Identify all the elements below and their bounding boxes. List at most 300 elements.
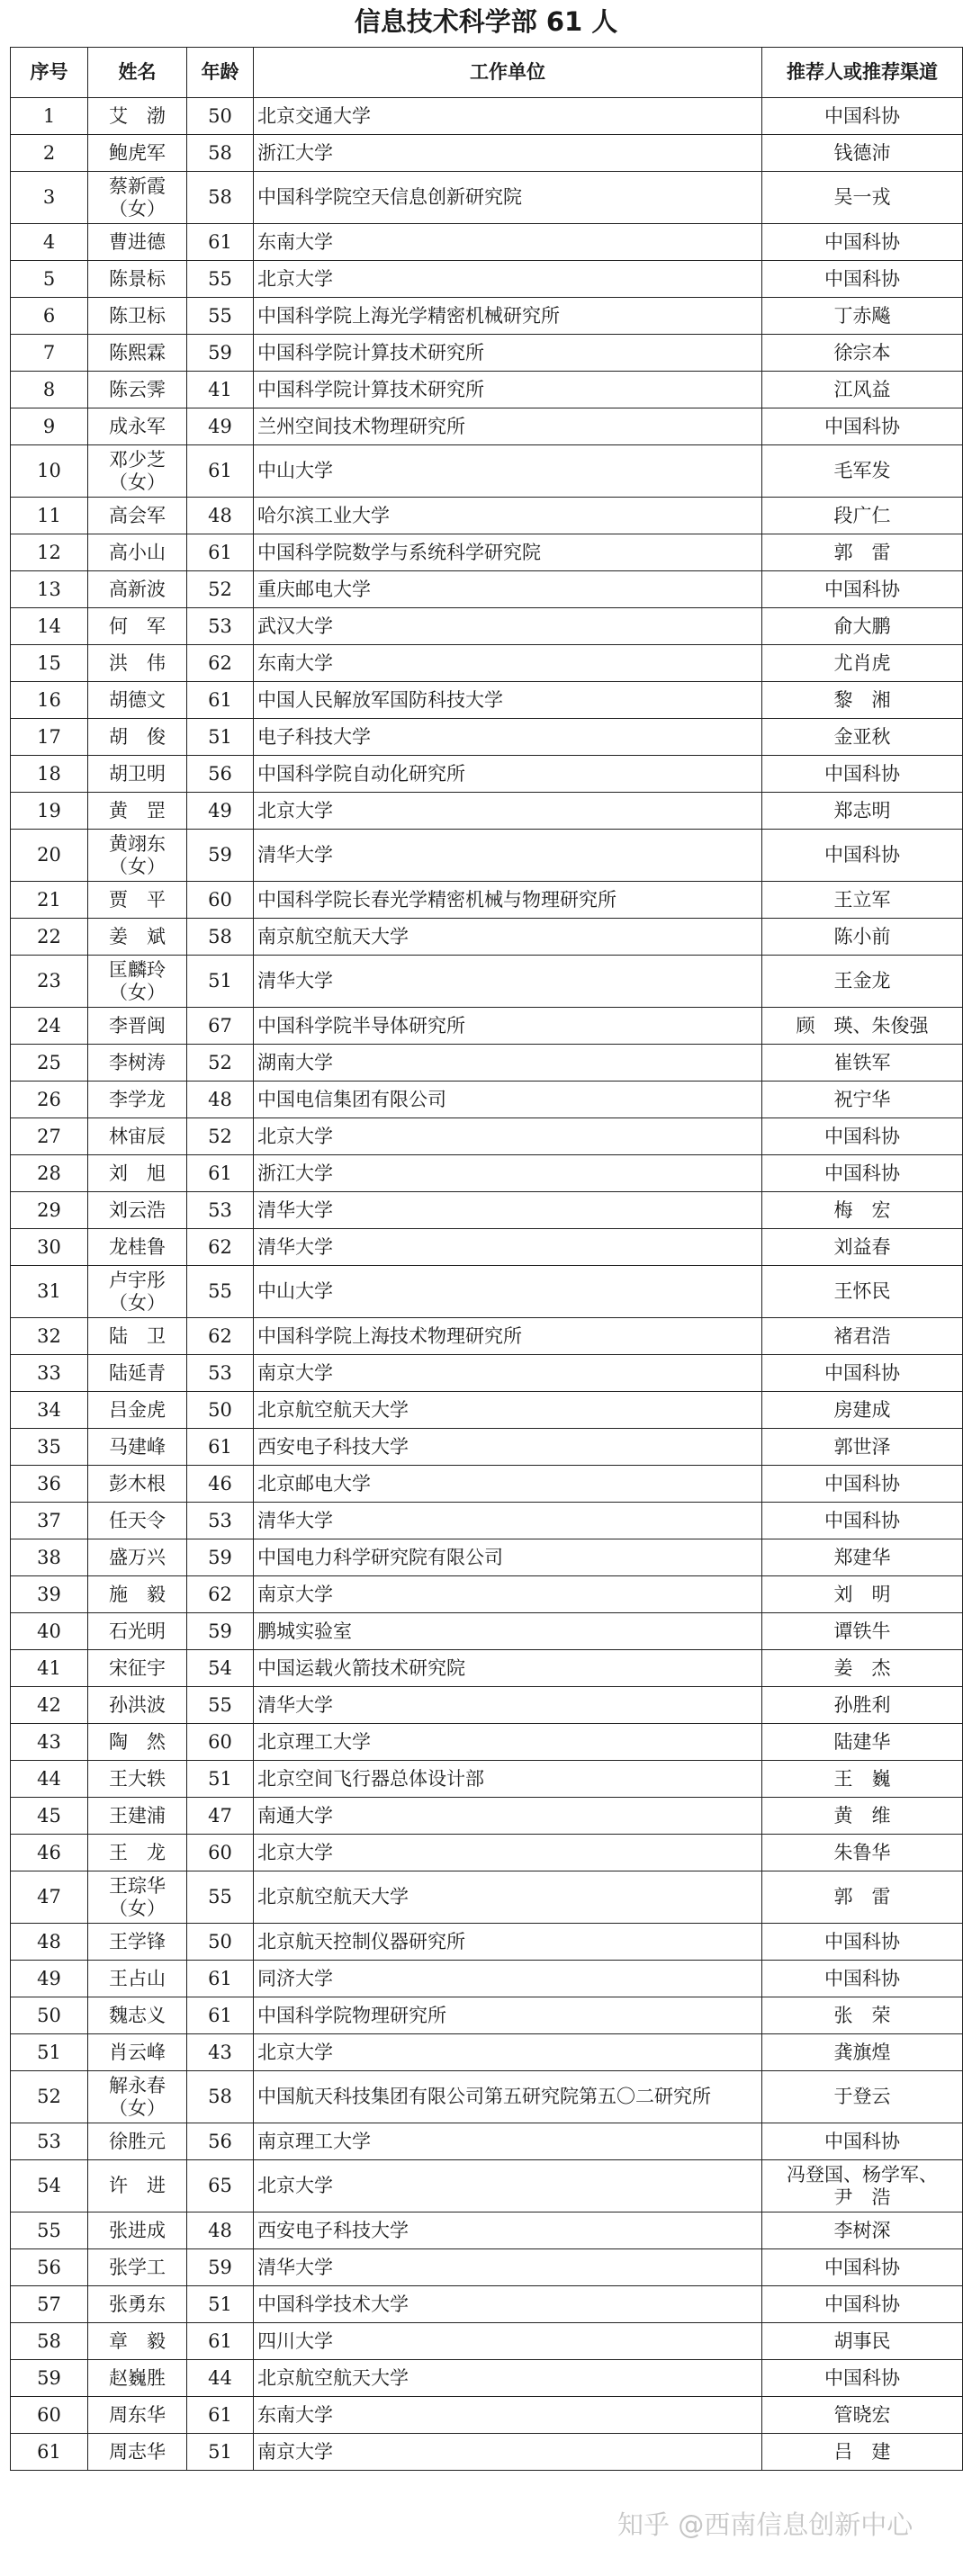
cell-serial: 37 bbox=[11, 1503, 88, 1539]
cell-workplace: 南通大学 bbox=[254, 1798, 762, 1835]
cell-name: 李树涛 bbox=[88, 1045, 187, 1082]
table-row bbox=[11, 719, 963, 756]
cell-workplace: 北京航空航天大学 bbox=[254, 1871, 762, 1924]
cell-name: 吕金虎 bbox=[88, 1392, 187, 1429]
cell-workplace: 北京航空航天大学 bbox=[254, 2360, 762, 2397]
cell-recommender: 中国科协 bbox=[762, 1961, 963, 1997]
table-row bbox=[11, 2160, 963, 2212]
cell-serial: 17 bbox=[11, 719, 88, 756]
cell-serial: 33 bbox=[11, 1355, 88, 1392]
page-title: 信息技术科学部 61 人 bbox=[354, 6, 618, 37]
cell-name: 姜 斌 bbox=[88, 919, 187, 956]
table-row bbox=[11, 2323, 963, 2360]
cell-serial: 38 bbox=[11, 1539, 88, 1576]
cell-recommender: 钱德沛 bbox=[762, 135, 963, 172]
cell-recommender: 孙胜利 bbox=[762, 1687, 963, 1724]
table-row bbox=[11, 682, 963, 719]
cell-age: 59 bbox=[187, 1539, 254, 1576]
cell-recommender: 梅 宏 bbox=[762, 1192, 963, 1229]
cell-name: 赵巍胜 bbox=[88, 2360, 187, 2397]
cell-workplace: 中国运载火箭技术研究院 bbox=[254, 1650, 762, 1687]
cell-workplace: 中山大学 bbox=[254, 1266, 762, 1318]
cell-workplace: 北京航天控制仪器研究所 bbox=[254, 1924, 762, 1961]
table-row bbox=[11, 2397, 963, 2434]
cell-serial: 21 bbox=[11, 882, 88, 919]
cell-recommender: 张 荣 bbox=[762, 1997, 963, 2034]
cell-age: 52 bbox=[187, 1045, 254, 1082]
table-row bbox=[11, 1687, 963, 1724]
table-row bbox=[11, 135, 963, 172]
cell-serial: 32 bbox=[11, 1318, 88, 1355]
cell-age: 48 bbox=[187, 498, 254, 534]
cell-workplace: 清华大学 bbox=[254, 956, 762, 1008]
cell-serial: 13 bbox=[11, 571, 88, 608]
cell-workplace: 清华大学 bbox=[254, 1687, 762, 1724]
table-row bbox=[11, 2123, 963, 2160]
table-row bbox=[11, 445, 963, 498]
cell-age: 41 bbox=[187, 372, 254, 408]
cell-recommender: 中国科协 bbox=[762, 756, 963, 793]
cell-name: 李晋闽 bbox=[88, 1008, 187, 1045]
cell-serial: 12 bbox=[11, 534, 88, 571]
cell-workplace: 东南大学 bbox=[254, 645, 762, 682]
cell-name: 成永军 bbox=[88, 408, 187, 445]
cell-recommender: 中国科协 bbox=[762, 98, 963, 135]
cell-serial: 45 bbox=[11, 1798, 88, 1835]
cell-age: 55 bbox=[187, 1266, 254, 1318]
cell-recommender: 尤肖虎 bbox=[762, 645, 963, 682]
header-workplace: 工作单位 bbox=[254, 48, 762, 98]
cell-recommender: 黎 湘 bbox=[762, 682, 963, 719]
table-row bbox=[11, 2249, 963, 2286]
cell-recommender: 于登云 bbox=[762, 2071, 963, 2123]
cell-serial: 26 bbox=[11, 1082, 88, 1118]
table-row bbox=[11, 1761, 963, 1798]
cell-workplace: 北京空间飞行器总体设计部 bbox=[254, 1761, 762, 1798]
table-row bbox=[11, 1429, 963, 1466]
table-row bbox=[11, 956, 963, 1008]
cell-serial: 23 bbox=[11, 956, 88, 1008]
cell-serial: 40 bbox=[11, 1613, 88, 1650]
cell-age: 52 bbox=[187, 1118, 254, 1155]
table-row bbox=[11, 2034, 963, 2071]
cell-recommender: 王怀民 bbox=[762, 1266, 963, 1318]
table-row bbox=[11, 571, 963, 608]
cell-workplace: 清华大学 bbox=[254, 2249, 762, 2286]
cell-serial: 2 bbox=[11, 135, 88, 172]
cell-name: 马建峰 bbox=[88, 1429, 187, 1466]
cell-serial: 47 bbox=[11, 1871, 88, 1924]
cell-workplace: 湖南大学 bbox=[254, 1045, 762, 1082]
cell-workplace: 北京大学 bbox=[254, 261, 762, 298]
cell-serial: 56 bbox=[11, 2249, 88, 2286]
cell-recommender: 胡事民 bbox=[762, 2323, 963, 2360]
cell-recommender: 褚君浩 bbox=[762, 1318, 963, 1355]
cell-serial: 54 bbox=[11, 2160, 88, 2212]
cell-serial: 5 bbox=[11, 261, 88, 298]
cell-recommender: 龚旗煌 bbox=[762, 2034, 963, 2071]
cell-age: 59 bbox=[187, 1613, 254, 1650]
cell-recommender: 冯登国、杨学军、 尹 浩 bbox=[762, 2160, 963, 2212]
cell-name: 高小山 bbox=[88, 534, 187, 571]
cell-serial: 25 bbox=[11, 1045, 88, 1082]
cell-age: 51 bbox=[187, 2286, 254, 2323]
cell-name: 李学龙 bbox=[88, 1082, 187, 1118]
cell-age: 48 bbox=[187, 1082, 254, 1118]
cell-serial: 48 bbox=[11, 1924, 88, 1961]
cell-name: 彭木根 bbox=[88, 1466, 187, 1503]
cell-age: 49 bbox=[187, 793, 254, 830]
table-row bbox=[11, 1045, 963, 1082]
cell-recommender: 郭 雷 bbox=[762, 534, 963, 571]
cell-workplace: 南京大学 bbox=[254, 1576, 762, 1613]
cell-recommender: 黄 维 bbox=[762, 1798, 963, 1835]
cell-name: 施 毅 bbox=[88, 1576, 187, 1613]
cell-name: 盛万兴 bbox=[88, 1539, 187, 1576]
table-row bbox=[11, 224, 963, 261]
header-age: 年龄 bbox=[187, 48, 254, 98]
cell-name: 高新波 bbox=[88, 571, 187, 608]
cell-recommender: 顾 瑛、朱俊强 bbox=[762, 1008, 963, 1045]
cell-serial: 44 bbox=[11, 1761, 88, 1798]
cell-age: 55 bbox=[187, 261, 254, 298]
cell-workplace: 中国科学院计算技术研究所 bbox=[254, 335, 762, 372]
cell-workplace: 北京航空航天大学 bbox=[254, 1392, 762, 1429]
cell-workplace: 兰州空间技术物理研究所 bbox=[254, 408, 762, 445]
cell-workplace: 中国科学院空天信息创新研究院 bbox=[254, 172, 762, 224]
cell-recommender: 王立军 bbox=[762, 882, 963, 919]
cell-age: 58 bbox=[187, 172, 254, 224]
table-row bbox=[11, 793, 963, 830]
cell-serial: 60 bbox=[11, 2397, 88, 2434]
cell-serial: 7 bbox=[11, 335, 88, 372]
cell-recommender: 中国科协 bbox=[762, 261, 963, 298]
cell-serial: 1 bbox=[11, 98, 88, 135]
cell-recommender: 丁赤飚 bbox=[762, 298, 963, 335]
header-serial: 序号 bbox=[11, 48, 88, 98]
cell-workplace: 中国人民解放军国防科技大学 bbox=[254, 682, 762, 719]
cell-recommender: 姜 杰 bbox=[762, 1650, 963, 1687]
cell-workplace: 哈尔滨工业大学 bbox=[254, 498, 762, 534]
cell-workplace: 中国科学技术大学 bbox=[254, 2286, 762, 2323]
cell-serial: 9 bbox=[11, 408, 88, 445]
table-row bbox=[11, 1229, 963, 1266]
cell-recommender: 陆建华 bbox=[762, 1724, 963, 1761]
cell-recommender: 中国科协 bbox=[762, 2249, 963, 2286]
cell-name: 章 毅 bbox=[88, 2323, 187, 2360]
cell-serial: 10 bbox=[11, 445, 88, 498]
cell-recommender: 崔铁军 bbox=[762, 1045, 963, 1082]
cell-name: 林宙辰 bbox=[88, 1118, 187, 1155]
table-row bbox=[11, 1155, 963, 1192]
cell-workplace: 北京大学 bbox=[254, 2160, 762, 2212]
cell-workplace: 南京理工大学 bbox=[254, 2123, 762, 2160]
table-row bbox=[11, 1724, 963, 1761]
cell-serial: 36 bbox=[11, 1466, 88, 1503]
cell-name: 肖云峰 bbox=[88, 2034, 187, 2071]
header-name: 姓名 bbox=[88, 48, 187, 98]
cell-name: 贾 平 bbox=[88, 882, 187, 919]
cell-recommender: 中国科协 bbox=[762, 1118, 963, 1155]
cell-recommender: 中国科协 bbox=[762, 1466, 963, 1503]
cell-age: 55 bbox=[187, 1687, 254, 1724]
cell-workplace: 中国科学院计算技术研究所 bbox=[254, 372, 762, 408]
table-row bbox=[11, 1503, 963, 1539]
table-row bbox=[11, 498, 963, 534]
cell-age: 62 bbox=[187, 1576, 254, 1613]
cell-age: 52 bbox=[187, 571, 254, 608]
cell-name: 王建浦 bbox=[88, 1798, 187, 1835]
cell-workplace: 南京大学 bbox=[254, 1355, 762, 1392]
table-row bbox=[11, 1008, 963, 1045]
cell-serial: 39 bbox=[11, 1576, 88, 1613]
cell-age: 55 bbox=[187, 298, 254, 335]
cell-name: 邓少芝 （女） bbox=[88, 445, 187, 498]
table-row bbox=[11, 1924, 963, 1961]
cell-age: 60 bbox=[187, 882, 254, 919]
cell-name: 黄 罡 bbox=[88, 793, 187, 830]
cell-age: 51 bbox=[187, 719, 254, 756]
cell-age: 61 bbox=[187, 534, 254, 571]
cell-serial: 18 bbox=[11, 756, 88, 793]
cell-workplace: 电子科技大学 bbox=[254, 719, 762, 756]
cell-workplace: 武汉大学 bbox=[254, 608, 762, 645]
table-row bbox=[11, 1318, 963, 1355]
cell-name: 魏志义 bbox=[88, 1997, 187, 2034]
cell-recommender: 中国科协 bbox=[762, 830, 963, 882]
cell-recommender: 朱鲁华 bbox=[762, 1835, 963, 1871]
cell-workplace: 中国电信集团有限公司 bbox=[254, 1082, 762, 1118]
cell-age: 51 bbox=[187, 1761, 254, 1798]
cell-serial: 41 bbox=[11, 1650, 88, 1687]
cell-age: 51 bbox=[187, 956, 254, 1008]
cell-age: 61 bbox=[187, 2397, 254, 2434]
cell-age: 65 bbox=[187, 2160, 254, 2212]
cell-workplace: 北京理工大学 bbox=[254, 1724, 762, 1761]
cell-workplace: 清华大学 bbox=[254, 1503, 762, 1539]
cell-age: 55 bbox=[187, 1871, 254, 1924]
cell-workplace: 西安电子科技大学 bbox=[254, 2212, 762, 2249]
cell-workplace: 北京大学 bbox=[254, 1118, 762, 1155]
cell-name: 王 龙 bbox=[88, 1835, 187, 1871]
cell-name: 陈熙霖 bbox=[88, 335, 187, 372]
cell-workplace: 重庆邮电大学 bbox=[254, 571, 762, 608]
cell-workplace: 南京大学 bbox=[254, 2434, 762, 2471]
cell-name: 王学锋 bbox=[88, 1924, 187, 1961]
cell-name: 陈景标 bbox=[88, 261, 187, 298]
cell-serial: 11 bbox=[11, 498, 88, 534]
table-row bbox=[11, 2212, 963, 2249]
cell-age: 44 bbox=[187, 2360, 254, 2397]
table-row bbox=[11, 534, 963, 571]
table-row bbox=[11, 645, 963, 682]
cell-age: 58 bbox=[187, 2071, 254, 2123]
cell-recommender: 俞大鹏 bbox=[762, 608, 963, 645]
cell-age: 61 bbox=[187, 445, 254, 498]
cell-name: 王大轶 bbox=[88, 1761, 187, 1798]
cell-name: 卢宇彤 （女） bbox=[88, 1266, 187, 1318]
cell-workplace: 中国科学院半导体研究所 bbox=[254, 1008, 762, 1045]
cell-recommender: 中国科协 bbox=[762, 224, 963, 261]
cell-recommender: 郭世泽 bbox=[762, 1429, 963, 1466]
cell-serial: 51 bbox=[11, 2034, 88, 2071]
cell-serial: 28 bbox=[11, 1155, 88, 1192]
cell-age: 53 bbox=[187, 1355, 254, 1392]
cell-recommender: 刘益春 bbox=[762, 1229, 963, 1266]
cell-recommender: 中国科协 bbox=[762, 571, 963, 608]
cell-serial: 42 bbox=[11, 1687, 88, 1724]
cell-serial: 30 bbox=[11, 1229, 88, 1266]
cell-recommender: 中国科协 bbox=[762, 1355, 963, 1392]
table-row bbox=[11, 2286, 963, 2323]
cell-name: 高会军 bbox=[88, 498, 187, 534]
cell-age: 61 bbox=[187, 1429, 254, 1466]
cell-workplace: 南京航空航天大学 bbox=[254, 919, 762, 956]
cell-name: 胡 俊 bbox=[88, 719, 187, 756]
cell-serial: 3 bbox=[11, 172, 88, 224]
cell-serial: 50 bbox=[11, 1997, 88, 2034]
cell-age: 50 bbox=[187, 1924, 254, 1961]
cell-workplace: 北京大学 bbox=[254, 1835, 762, 1871]
cell-recommender: 管晓宏 bbox=[762, 2397, 963, 2434]
cell-serial: 43 bbox=[11, 1724, 88, 1761]
cell-age: 51 bbox=[187, 2434, 254, 2471]
cell-serial: 55 bbox=[11, 2212, 88, 2249]
cell-recommender: 陈小前 bbox=[762, 919, 963, 956]
table-row bbox=[11, 756, 963, 793]
table-row bbox=[11, 172, 963, 224]
cell-age: 46 bbox=[187, 1466, 254, 1503]
cell-name: 徐胜元 bbox=[88, 2123, 187, 2160]
cell-workplace: 清华大学 bbox=[254, 1229, 762, 1266]
cell-serial: 46 bbox=[11, 1835, 88, 1871]
table-row bbox=[11, 1835, 963, 1871]
cell-name: 陶 然 bbox=[88, 1724, 187, 1761]
cell-workplace: 中国科学院自动化研究所 bbox=[254, 756, 762, 793]
cell-serial: 8 bbox=[11, 372, 88, 408]
cell-serial: 34 bbox=[11, 1392, 88, 1429]
cell-serial: 59 bbox=[11, 2360, 88, 2397]
cell-age: 67 bbox=[187, 1008, 254, 1045]
cell-recommender: 祝宁华 bbox=[762, 1082, 963, 1118]
cell-serial: 20 bbox=[11, 830, 88, 882]
cell-serial: 29 bbox=[11, 1192, 88, 1229]
cell-serial: 19 bbox=[11, 793, 88, 830]
cell-serial: 52 bbox=[11, 2071, 88, 2123]
cell-name: 周东华 bbox=[88, 2397, 187, 2434]
cell-workplace: 鹏城实验室 bbox=[254, 1613, 762, 1650]
table-row bbox=[11, 298, 963, 335]
table-row bbox=[11, 1355, 963, 1392]
cell-age: 62 bbox=[187, 1229, 254, 1266]
cell-name: 刘 旭 bbox=[88, 1155, 187, 1192]
cell-age: 59 bbox=[187, 2249, 254, 2286]
cell-age: 53 bbox=[187, 608, 254, 645]
table-row bbox=[11, 1997, 963, 2034]
cell-age: 58 bbox=[187, 135, 254, 172]
cell-name: 陆延青 bbox=[88, 1355, 187, 1392]
cell-recommender: 吕 建 bbox=[762, 2434, 963, 2471]
cell-name: 陈云霁 bbox=[88, 372, 187, 408]
cell-workplace: 四川大学 bbox=[254, 2323, 762, 2360]
table-row bbox=[11, 1961, 963, 1997]
cell-workplace: 中山大学 bbox=[254, 445, 762, 498]
cell-name: 解永春 （女） bbox=[88, 2071, 187, 2123]
cell-recommender: 王 巍 bbox=[762, 1761, 963, 1798]
cell-serial: 6 bbox=[11, 298, 88, 335]
cell-recommender: 李树深 bbox=[762, 2212, 963, 2249]
cell-name: 何 军 bbox=[88, 608, 187, 645]
cell-name: 王琮华 （女） bbox=[88, 1871, 187, 1924]
table-row bbox=[11, 608, 963, 645]
cell-recommender: 中国科协 bbox=[762, 2123, 963, 2160]
cell-serial: 14 bbox=[11, 608, 88, 645]
table-row bbox=[11, 98, 963, 135]
table-row bbox=[11, 1650, 963, 1687]
cell-age: 56 bbox=[187, 2123, 254, 2160]
cell-recommender: 中国科协 bbox=[762, 2286, 963, 2323]
cell-recommender: 毛军发 bbox=[762, 445, 963, 498]
table-row bbox=[11, 1266, 963, 1318]
watermark: 知乎 @西南信息创新中心 bbox=[617, 2509, 914, 2540]
cell-recommender: 中国科协 bbox=[762, 2360, 963, 2397]
cell-workplace: 中国科学院物理研究所 bbox=[254, 1997, 762, 2034]
cell-serial: 57 bbox=[11, 2286, 88, 2323]
table-row bbox=[11, 335, 963, 372]
cell-workplace: 北京邮电大学 bbox=[254, 1466, 762, 1503]
cell-age: 61 bbox=[187, 682, 254, 719]
table-row bbox=[11, 1192, 963, 1229]
cell-recommender: 段广仁 bbox=[762, 498, 963, 534]
cell-workplace: 中国科学院数学与系统科学研究院 bbox=[254, 534, 762, 571]
cell-name: 黄翊东 （女） bbox=[88, 830, 187, 882]
table-row bbox=[11, 408, 963, 445]
table-row bbox=[11, 919, 963, 956]
cell-age: 53 bbox=[187, 1503, 254, 1539]
cell-name: 胡卫明 bbox=[88, 756, 187, 793]
cell-name: 宋征宇 bbox=[88, 1650, 187, 1687]
cell-serial: 31 bbox=[11, 1266, 88, 1318]
cell-serial: 35 bbox=[11, 1429, 88, 1466]
cell-age: 59 bbox=[187, 830, 254, 882]
cell-age: 62 bbox=[187, 1318, 254, 1355]
nominee-table bbox=[10, 47, 963, 2471]
cell-age: 53 bbox=[187, 1192, 254, 1229]
cell-name: 王占山 bbox=[88, 1961, 187, 1997]
table-row bbox=[11, 2071, 963, 2123]
cell-workplace: 中国航天科技集团有限公司第五研究院第五〇二研究所 bbox=[254, 2071, 762, 2123]
cell-workplace: 北京交通大学 bbox=[254, 98, 762, 135]
cell-workplace: 浙江大学 bbox=[254, 135, 762, 172]
cell-name: 陆 卫 bbox=[88, 1318, 187, 1355]
cell-serial: 4 bbox=[11, 224, 88, 261]
cell-serial: 24 bbox=[11, 1008, 88, 1045]
cell-name: 任天令 bbox=[88, 1503, 187, 1539]
cell-age: 43 bbox=[187, 2034, 254, 2071]
cell-age: 61 bbox=[187, 1155, 254, 1192]
cell-name: 张学工 bbox=[88, 2249, 187, 2286]
table-body bbox=[11, 98, 963, 2471]
cell-recommender: 江风益 bbox=[762, 372, 963, 408]
cell-serial: 27 bbox=[11, 1118, 88, 1155]
cell-recommender: 中国科协 bbox=[762, 408, 963, 445]
cell-recommender: 中国科协 bbox=[762, 1924, 963, 1961]
cell-recommender: 房建成 bbox=[762, 1392, 963, 1429]
cell-workplace: 北京大学 bbox=[254, 2034, 762, 2071]
table-row bbox=[11, 882, 963, 919]
cell-workplace: 东南大学 bbox=[254, 2397, 762, 2434]
table-row bbox=[11, 1613, 963, 1650]
